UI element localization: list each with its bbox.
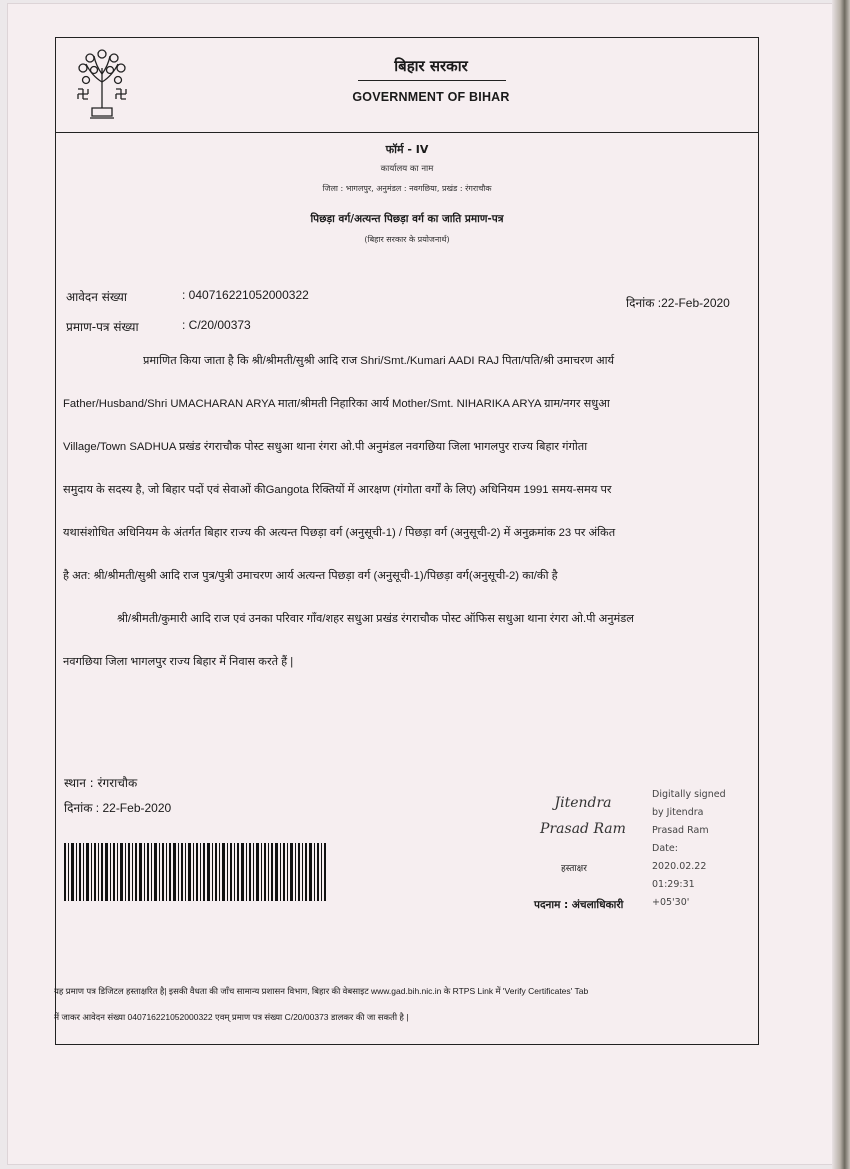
bottom-date: दिनांक : 22-Feb-2020 bbox=[64, 801, 172, 815]
certificate-number-value: : C/20/00373 bbox=[182, 318, 251, 332]
bihar-emblem-icon bbox=[72, 46, 132, 124]
office-label: कार्यालय का नाम bbox=[380, 164, 434, 174]
certificate-number-label: प्रमाण-पत्र संख्या bbox=[66, 320, 139, 334]
paragraph-line: Father/Husband/Shri UMACHARAN ARYA माता/श्रीमती निहारिका आर्य Mother/Smt. NIHARIKA ARYA ग्राम/नगर सधुआ bbox=[63, 398, 610, 410]
form-number: फॉर्म - IV bbox=[385, 143, 429, 156]
title-underline bbox=[358, 80, 506, 81]
place-field: स्थान : रंगराचौक bbox=[64, 776, 138, 790]
verification-footer bbox=[54, 978, 758, 1030]
footer-line: में जाकर आवेदन संख्या 040716221052000322 एवम् प्रमाण पत्र संख्या C/20/00373 डालकर की जा सकती है | bbox=[54, 1012, 409, 1022]
certificate-subtitle: (बिहार सरकार के प्रयोजनार्थ) bbox=[364, 235, 450, 244]
scan-edge bbox=[832, 0, 850, 1169]
certificate-header bbox=[56, 38, 758, 133]
digital-signature-block: Digitally signed by Jitendra Prasad Ram Date: 2020.02.22 01:29:31 +05'30' bbox=[652, 789, 726, 908]
certificate-title: पिछड़ा वर्ग/अत्यन्त पिछड़ा वर्ग का जाति प्रमाण-पत्र bbox=[310, 213, 504, 225]
signature-label: हस्ताक्षर bbox=[561, 864, 587, 874]
barcode-image bbox=[64, 843, 326, 901]
paragraph-line: नवगछिया जिला भागलपुर राज्य बिहार में निवास करते हैं | bbox=[63, 656, 294, 668]
paragraph-line: प्रमाणित किया जाता है कि श्री/श्रीमती/सुश्री आदि राज Shri/Smt./Kumari AADI RAJ पिता/पति/श्री उमाचरण आर्य bbox=[143, 355, 615, 367]
issue-date: दिनांक :22-Feb-2020 bbox=[626, 296, 730, 310]
designation: पदनाम : अंचलाधिकारी bbox=[534, 899, 624, 911]
paragraph-line: समुदाय के सदस्य है, जो बिहार पदों एवं सेवाओं कीGangota रिक्तियों में आरक्षण (गंगोता वर्गों के लिए) अधिनियम 1991 समय-समय पर bbox=[63, 484, 612, 496]
paragraph-line: श्री/श्रीमती/कुमारी आदि राज एवं उनका परिवार गाँव/शहर सधुआ प्रखंड रंगराचौक पोस्ट ऑफिस सधुआ थाना रंगरा ओ.पी अनुमंडल bbox=[117, 613, 634, 625]
application-number-value: : 040716221052000322 bbox=[182, 288, 309, 302]
application-number-label: आवेदन संख्या bbox=[66, 290, 127, 304]
paragraph-line: है अत: श्री/श्रीमती/सुश्री आदि राज पुत्र/पुत्री उमाचरण आर्य अत्यन्त पिछड़ा वर्ग (अनुसूची-1)/पिछड़ा वर्ग(अनुसूची-2) का/की है bbox=[63, 570, 558, 582]
certification-paragraph bbox=[63, 340, 753, 684]
paragraph-line: Village/Town SADHUA प्रखंड रंगराचौक पोस्ट सधुआ थाना रंगरा ओ.पी अनुमंडल नवगछिया जिला भागलपुर राज्य बिहार गंगोता bbox=[63, 441, 588, 453]
footer-line: यह प्रमाण पत्र डिजिटल हस्ताक्षरित है| इसकी वैधता की जाँच सामान्य प्रशासन विभाग, बिहार की वेबसाइट www.gad.bih.nic.in के RTPS Link में 'Verify Certificates' Tab bbox=[54, 986, 589, 996]
certificate-frame bbox=[55, 37, 759, 1045]
certificate-page bbox=[8, 4, 834, 1164]
district-line: जिला : भागलपुर, अनुमंडल : नवगछिया, प्रखंड : रंगराचौक bbox=[322, 184, 492, 193]
officer-signature: Jitendra Prasad Ram bbox=[540, 795, 626, 837]
government-title-hindi: बिहार सरकार bbox=[394, 57, 468, 75]
paragraph-line: यथासंशोधित अधिनियम के अंतर्गत बिहार राज्य की अत्यन्त पिछड़ा वर्ग (अनुसूची-1) / पिछड़ा वर्ग (अनुसूची-2) में अनुक्रमांक 23 पर अंकित bbox=[63, 527, 616, 539]
government-title-english: GOVERNMENT OF BIHAR bbox=[352, 90, 510, 104]
